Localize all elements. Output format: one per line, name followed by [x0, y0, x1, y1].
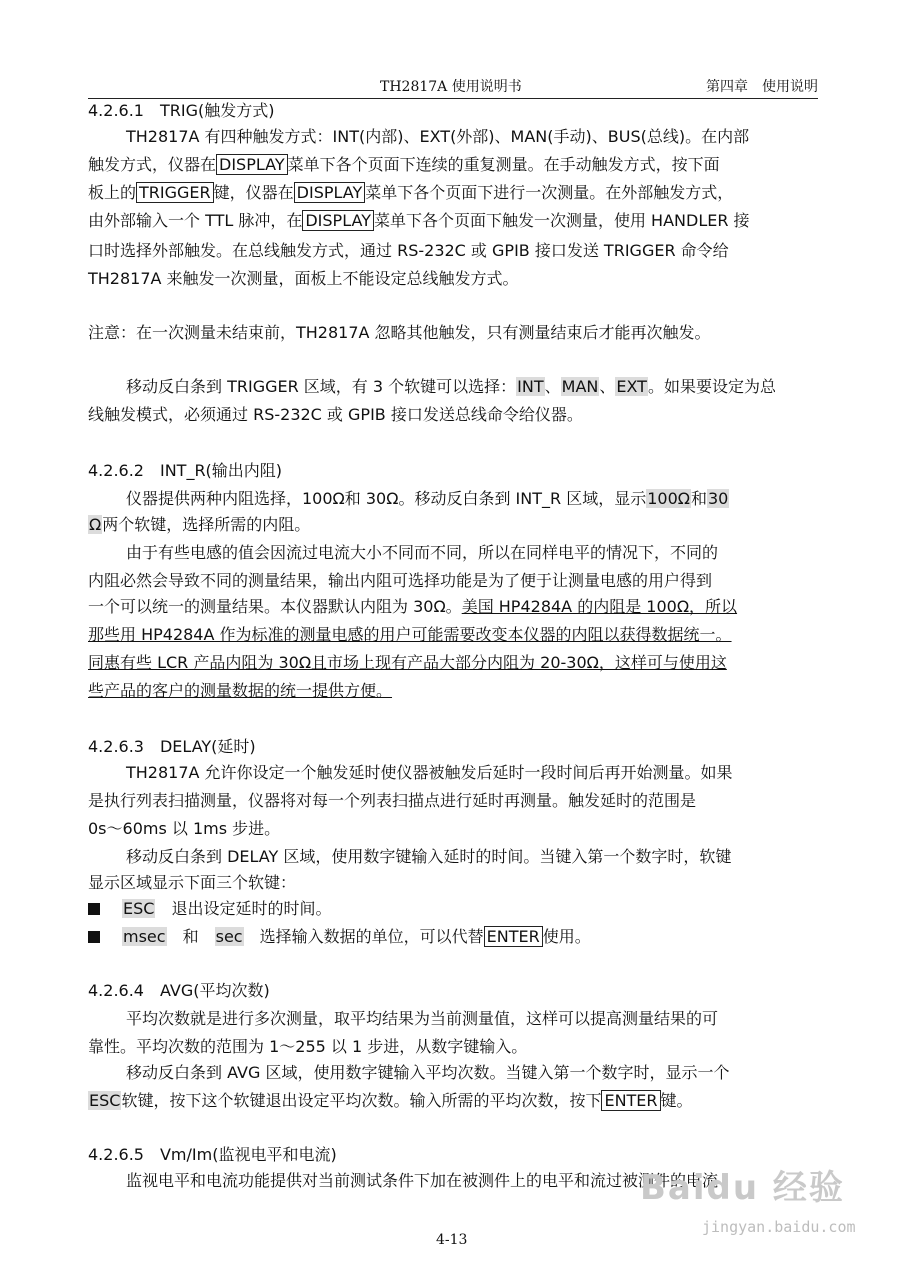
softkey-esc: ESC [89, 1091, 121, 1110]
paragraph-line: 是执行列表扫描测量，仪器将对每一个列表扫描点进行延时再测量。触发延时的范围是 [88, 791, 697, 810]
paragraph-line: 板上的 TRIGGER 键，仪器在 DISPLAY 菜单下各个页面下进行一次测量。在外部触发方式， [88, 183, 734, 202]
paragraph-line: 触发方式，仪器在 DISPLAY 菜单下各个页面下连续的重复测量。在手动触发方式，按下面 [88, 155, 720, 174]
bullet-units: msec 和 sec 选择输入数据的单位，可以代替 ENTER 使用。 [88, 926, 818, 948]
underlined-line: 同惠有些 LCR 产品内阻为 30Ω且市场上现有产品大部分内阻为 20-30Ω，这样可与使用这 [88, 653, 727, 672]
paragraph-line: 移动反白条到 AVG 区域，使用数字键输入平均次数。当键入第一个数字时，显示一个 [126, 1063, 730, 1082]
softkey-msec: msec [123, 927, 166, 946]
softkey-30ohm: 30 [707, 489, 729, 508]
paragraph-line: TH2817A 来触发一次测量，面板上不能设定总线触发方式。 [88, 269, 519, 288]
section-heading-vmim: 4.2.6.5 Vm/Im(监视电平和电流) [88, 1145, 337, 1164]
section-heading-intr: 4.2.6.2 INT_R(输出内阻) [88, 461, 283, 480]
page-number: 4-13 [436, 1232, 468, 1248]
softkey-100ohm: 100Ω [647, 489, 690, 508]
paragraph-line: 靠性。平均次数的范围为 1～255 以 1 步进，从数字键输入。 [88, 1037, 528, 1056]
section-heading-delay: 4.2.6.3 DELAY(延时) [88, 737, 256, 756]
watermark-url: jingyan.baidu.com [702, 1218, 856, 1236]
section-heading-trig: 4.2.6.1 TRIG(触发方式) [88, 101, 275, 120]
paragraph-line: 线触发模式，必须通过 RS-232C 或 GPIB 接口发送总线命令给仪器。 [88, 405, 583, 424]
enter-key: ENTER [601, 1090, 660, 1111]
underlined-text: 美国 HP4284A 的内阻是 100Ω，所以 [461, 597, 738, 616]
paragraph-line: 0s～60ms 以 1ms 步进。 [88, 819, 281, 838]
header-chapter: 第四章 使用说明 [706, 79, 818, 95]
paragraph-line: 移动反白条到 TRIGGER 区域，有 3 个软键可以选择：INT、MAN、EXT。如果要设定为总 [126, 377, 776, 396]
enter-key: ENTER [484, 926, 543, 947]
page-header [88, 74, 818, 99]
section-heading-avg: 4.2.6.4 AVG(平均次数) [88, 981, 270, 1000]
bullet-icon [88, 903, 100, 915]
paragraph-line: 由外部输入一个 TTL 脉冲，在 DISPLAY 菜单下各个页面下触发一次测量，使用 HANDLER 接 [88, 211, 750, 230]
note-line: 注意：在一次测量未结束前，TH2817A 忽略其他触发，只有测量结束后才能再次触发。 [88, 323, 711, 342]
softkey-esc: ESC [123, 899, 155, 918]
paragraph-line: 显示区域显示下面三个软键： [88, 873, 297, 892]
bullet-icon [88, 931, 100, 943]
display-key: DISPLAY [216, 154, 288, 175]
softkey-man: MAN [561, 377, 599, 396]
softkey-int: INT [517, 377, 544, 396]
paragraph-line: Ω两个软键，选择所需的内阻。 [89, 515, 311, 534]
paragraph-line: TH2817A 允许你设定一个触发延时使仪器被触发后延时一段时间后再开始测量。如果 [126, 763, 733, 782]
softkey-30ohm-unit: Ω [89, 515, 102, 534]
paragraph-line: TH2817A 有四种触发方式：INT(内部)、EXT(外部)、MAN(手动)、BUS(总线)。在内部 [126, 127, 750, 146]
softkey-sec: sec [215, 927, 243, 946]
paragraph-line: 仪器提供两种内阻选择，100Ω和 30Ω。移动反白条到 INT_R 区域，显示100Ω和30 [126, 489, 729, 508]
trigger-key: TRIGGER [136, 182, 214, 203]
paragraph-line: 口时选择外部触发。在总线触发方式，通过 RS-232C 或 GPIB 接口发送 TRIGGER 命令给 [88, 241, 729, 260]
paragraph-line: 一个可以统一的测量结果。本仪器默认内阻为 30Ω。美国 HP4284A 的内阻是 100Ω，所以 [88, 597, 738, 616]
header-title: TH2817A 使用说明书 [380, 79, 522, 95]
paragraph-line: ESC软键，按下这个软键退出设定平均次数。输入所需的平均次数，按下 ENTER 键。 [89, 1091, 693, 1110]
paragraph-line: 内阻必然会导致不同的测量结果，输出内阻可选择功能是为了便于让测量电感的用户得到 [88, 571, 713, 590]
watermark-logo: Baidu 经验 [640, 1168, 845, 1208]
underlined-line: 那些用 HP4284A 作为标准的测量电感的用户可能需要改变本仪器的内阻以获得数据统一。 [88, 625, 732, 644]
paragraph-line: 监视电平和电流功能提供对当前测试条件下加在被测件上的电平和流过被测件的电流 [126, 1171, 719, 1190]
bullet-esc: ESC 退出设定延时的时间。 [88, 898, 818, 920]
underlined-line: 些产品的客户的测量数据的统一提供方便。 [88, 681, 393, 700]
paragraph-line: 移动反白条到 DELAY 区域，使用数字键输入延时的时间。当键入第一个数字时，软键 [126, 847, 732, 866]
softkey-ext: EXT [616, 377, 647, 396]
paragraph-line: 由于有些电感的值会因流过电流大小不同而不同，所以在同样电平的情况下，不同的 [126, 543, 719, 562]
display-key: DISPLAY [302, 210, 374, 231]
paragraph-line: 平均次数就是进行多次测量，取平均结果为当前测量值，这样可以提高测量结果的可 [126, 1009, 719, 1028]
display-key: DISPLAY [294, 182, 366, 203]
